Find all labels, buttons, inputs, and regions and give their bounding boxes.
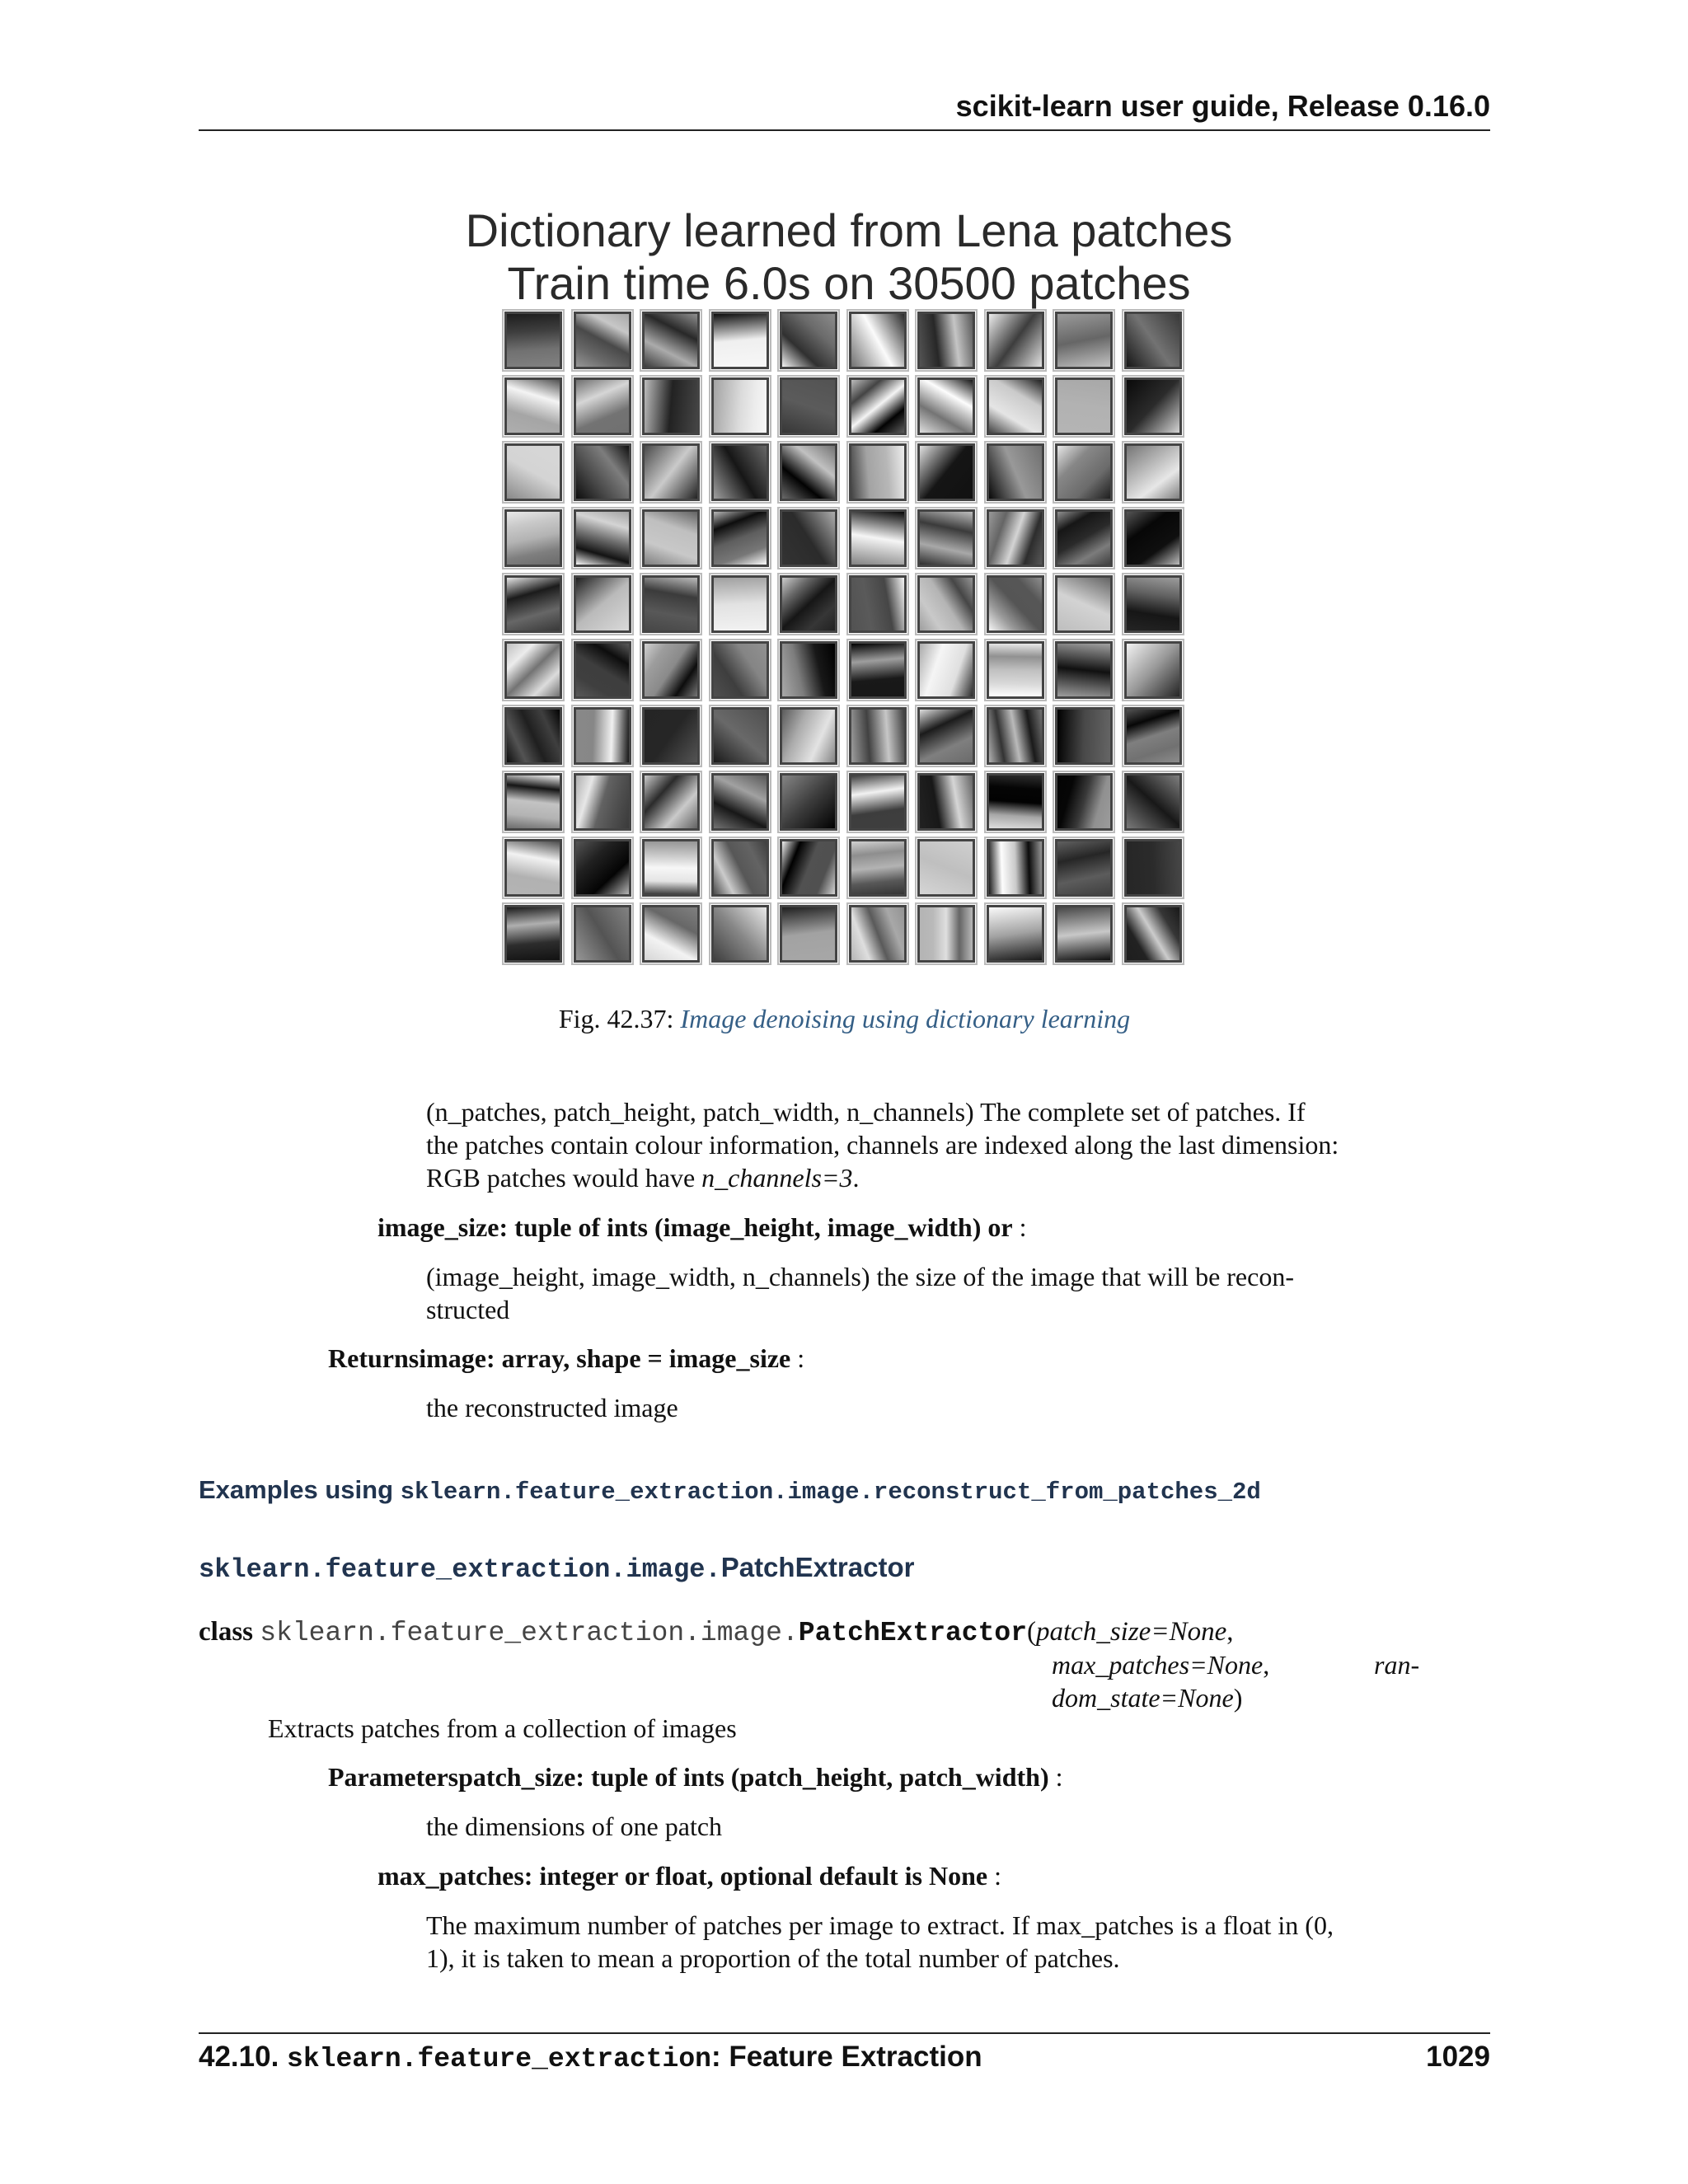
dictionary-patch	[504, 443, 562, 501]
dictionary-patch	[504, 773, 562, 831]
signature-open-paren: (	[1027, 1617, 1037, 1647]
class-heading-module: sklearn.feature_extraction.image.	[199, 1554, 721, 1585]
dictionary-patch	[642, 575, 700, 633]
dictionary-patch	[642, 443, 700, 501]
dictionary-patch	[917, 575, 975, 633]
dictionary-patch	[987, 509, 1044, 567]
dictionary-patch	[1055, 905, 1113, 963]
dictionary-patch	[780, 707, 837, 765]
class-heading-name: PatchExtractor	[720, 1552, 915, 1582]
dictionary-patch	[987, 839, 1044, 897]
dictionary-patch	[711, 312, 769, 369]
dictionary-patch	[642, 773, 700, 831]
image-size-desc-line1: (image_height, image_width, n_channels) the size of the image that will be recon-	[426, 1262, 1294, 1291]
params-colon: :	[1048, 1762, 1063, 1792]
dictionary-patch	[1124, 641, 1182, 699]
dictionary-patch	[849, 707, 907, 765]
signature-arg-random-state-part2: dom_state=None	[1052, 1683, 1234, 1713]
dictionary-patch	[504, 641, 562, 699]
dictionary-patch	[917, 839, 975, 897]
dictionary-patch	[504, 377, 562, 435]
patches-desc-line3-emphasis: n_channels=3	[701, 1163, 853, 1193]
dictionary-patch	[642, 707, 700, 765]
dictionary-patch	[849, 312, 907, 369]
signature-line3	[1052, 1683, 1242, 1713]
signature-comma-2: ,	[1263, 1650, 1270, 1680]
dictionary-patch	[1055, 312, 1113, 369]
image-size-description	[426, 1260, 1382, 1326]
dictionary-patch	[849, 509, 907, 567]
dictionary-patch	[917, 641, 975, 699]
dictionary-patch	[1124, 443, 1182, 501]
dictionary-patch	[711, 773, 769, 831]
dictionary-patch	[642, 905, 700, 963]
dictionary-patch	[1124, 575, 1182, 633]
dictionary-patch	[987, 773, 1044, 831]
dictionary-patch	[849, 443, 907, 501]
dictionary-patch	[780, 641, 837, 699]
dictionary-patch	[917, 905, 975, 963]
dictionary-patch	[711, 443, 769, 501]
figure-caption	[199, 1004, 1490, 1034]
dictionary-patch	[780, 509, 837, 567]
max-patches-desc-line1: The maximum number of patches per image to extract. If max_patches is a float in (0,	[426, 1910, 1334, 1940]
dictionary-patch	[917, 443, 975, 501]
image-size-label: image_size: tuple of ints (image_height, image_width) or	[377, 1212, 1013, 1242]
signature-arg-patch-size: patch_size=None	[1036, 1617, 1227, 1647]
dictionary-patch	[849, 575, 907, 633]
params-field	[328, 1760, 1062, 1793]
dictionary-patch	[504, 707, 562, 765]
dictionary-patch	[987, 443, 1044, 501]
dictionary-patch	[574, 773, 631, 831]
page-number: 1029	[1426, 2041, 1490, 2073]
caption-link[interactable]: Image denoising using dictionary learning	[680, 1004, 1131, 1033]
dictionary-patch	[642, 839, 700, 897]
dictionary-patch	[504, 575, 562, 633]
dictionary-patch	[504, 312, 562, 369]
dictionary-patch	[1124, 377, 1182, 435]
dictionary-patch	[849, 641, 907, 699]
header-rule	[199, 129, 1490, 131]
dictionary-patch	[987, 707, 1044, 765]
footer-section-code: sklearn.feature_extraction	[287, 2044, 711, 2074]
dictionary-patch	[642, 509, 700, 567]
max-patches-description	[426, 1909, 1399, 1975]
patch-size-description: the dimensions of one patch	[426, 1811, 723, 1841]
dictionary-patch	[711, 641, 769, 699]
dictionary-patch	[642, 377, 700, 435]
dictionary-patch	[1055, 773, 1113, 831]
dictionary-patch	[917, 312, 975, 369]
dictionary-patch	[987, 312, 1044, 369]
dictionary-patch	[1124, 707, 1182, 765]
dictionary-patch	[917, 707, 975, 765]
dictionary-patch	[987, 575, 1044, 633]
patches-desc-line3	[426, 1161, 1382, 1194]
dictionary-patch	[574, 312, 631, 369]
image-size-param	[377, 1211, 1026, 1244]
returns-description: the reconstructed image	[426, 1393, 678, 1422]
dictionary-patch	[780, 773, 837, 831]
examples-heading-code[interactable]: sklearn.feature_extraction.image.reconstruct_from_patches_2d	[400, 1479, 1261, 1506]
returns-colon: :	[790, 1343, 805, 1373]
dictionary-patch	[1055, 641, 1113, 699]
max-patches-colon: :	[987, 1861, 1001, 1891]
signature-arg-max-patches: max_patches=None	[1052, 1650, 1264, 1680]
dictionary-patch	[1055, 377, 1113, 435]
dictionary-patch	[711, 839, 769, 897]
dictionary-patch	[1055, 707, 1113, 765]
footer-rule	[199, 2032, 1490, 2034]
page-footer	[199, 2041, 1490, 2074]
class-signature	[199, 1617, 1234, 1648]
running-header: scikit-learn user guide, Release 0.16.0	[955, 89, 1490, 123]
dictionary-patch	[780, 575, 837, 633]
dictionary-patch	[1055, 839, 1113, 897]
signature-close-paren: )	[1233, 1683, 1243, 1713]
dictionary-patch	[1055, 509, 1113, 567]
class-heading	[199, 1552, 914, 1585]
dictionary-patch	[987, 377, 1044, 435]
class-keyword: class	[199, 1617, 253, 1647]
figure-title-line2: Train time 6.0s on 30500 patches	[507, 257, 1191, 309]
dictionary-patch	[1055, 443, 1113, 501]
max-patches-param	[377, 1859, 1001, 1892]
image-size-desc-line2: structed	[426, 1295, 510, 1324]
image-size-colon: :	[1012, 1212, 1027, 1242]
dictionary-patch	[917, 773, 975, 831]
dictionary-patch	[849, 905, 907, 963]
class-module: sklearn.feature_extraction.image.	[260, 1618, 799, 1648]
dictionary-patch	[711, 575, 769, 633]
dictionary-patch	[1124, 312, 1182, 369]
dictionary-patch	[780, 377, 837, 435]
figure-title-line1: Dictionary learned from Lena patches	[465, 204, 1233, 256]
dictionary-patch	[504, 905, 562, 963]
dictionary-patch	[642, 641, 700, 699]
patches-desc-line1: (n_patches, patch_height, patch_width, n_channels) The complete set of patches. If	[426, 1097, 1306, 1127]
dictionary-patch	[1055, 575, 1113, 633]
class-summary: Extracts patches from a collection of images	[268, 1713, 737, 1743]
dictionary-patch	[1124, 509, 1182, 567]
max-patches-desc-line2: 1), it is taken to mean a proportion of the total number of patches.	[426, 1943, 1120, 1973]
footer-section-number: 42.10.	[199, 2041, 288, 2073]
dictionary-patch	[780, 905, 837, 963]
dictionary-patch	[1124, 773, 1182, 831]
dictionary-patch	[780, 443, 837, 501]
examples-heading-prefix: Examples using	[199, 1475, 401, 1504]
signature-line2	[1052, 1650, 1269, 1680]
dictionary-patch	[711, 509, 769, 567]
signature-comma-1: ,	[1226, 1617, 1234, 1647]
dictionary-patch	[780, 312, 837, 369]
dictionary-patch-grid	[504, 312, 1182, 963]
dictionary-patch	[711, 707, 769, 765]
examples-heading	[199, 1475, 1261, 1506]
dictionary-patch	[642, 312, 700, 369]
dictionary-patch	[504, 509, 562, 567]
dictionary-patch	[780, 839, 837, 897]
dictionary-patch	[987, 905, 1044, 963]
dictionary-patch	[574, 509, 631, 567]
returns-label: Returnsimage: array, shape = image_size	[328, 1343, 791, 1373]
dictionary-patch	[917, 377, 975, 435]
patches-desc-line3-text: RGB patches would have	[426, 1163, 702, 1193]
dictionary-patch	[574, 377, 631, 435]
dictionary-patch	[711, 905, 769, 963]
dictionary-patch	[504, 839, 562, 897]
dictionary-patch	[574, 443, 631, 501]
dictionary-patch	[574, 641, 631, 699]
dictionary-patch	[1124, 905, 1182, 963]
dictionary-patch	[849, 773, 907, 831]
dictionary-patch	[711, 377, 769, 435]
patches-desc-line2: the patches contain colour information, channels are indexed along the last dimension:	[426, 1130, 1339, 1160]
footer-section-title: : Feature Extraction	[710, 2041, 982, 2073]
dictionary-patch	[849, 377, 907, 435]
dictionary-patch	[917, 509, 975, 567]
dictionary-patch	[849, 839, 907, 897]
params-label: Parameterspatch_size: tuple of ints (patch_height, patch_width)	[328, 1762, 1049, 1792]
returns-param	[328, 1342, 804, 1375]
caption-prefix: Fig. 42.37:	[558, 1004, 681, 1033]
patches-description	[426, 1095, 1382, 1194]
dictionary-patch	[574, 905, 631, 963]
patches-desc-line3-end: .	[852, 1163, 860, 1193]
dictionary-patch	[574, 839, 631, 897]
dictionary-patch	[574, 707, 631, 765]
dictionary-patch	[574, 575, 631, 633]
signature-arg-random-state-part1: ran-	[1374, 1650, 1420, 1680]
dictionary-patch	[987, 641, 1044, 699]
dictionary-patch	[1124, 839, 1182, 897]
class-name: PatchExtractor	[798, 1618, 1028, 1648]
max-patches-label: max_patches: integer or float, optional default is None	[377, 1861, 988, 1891]
